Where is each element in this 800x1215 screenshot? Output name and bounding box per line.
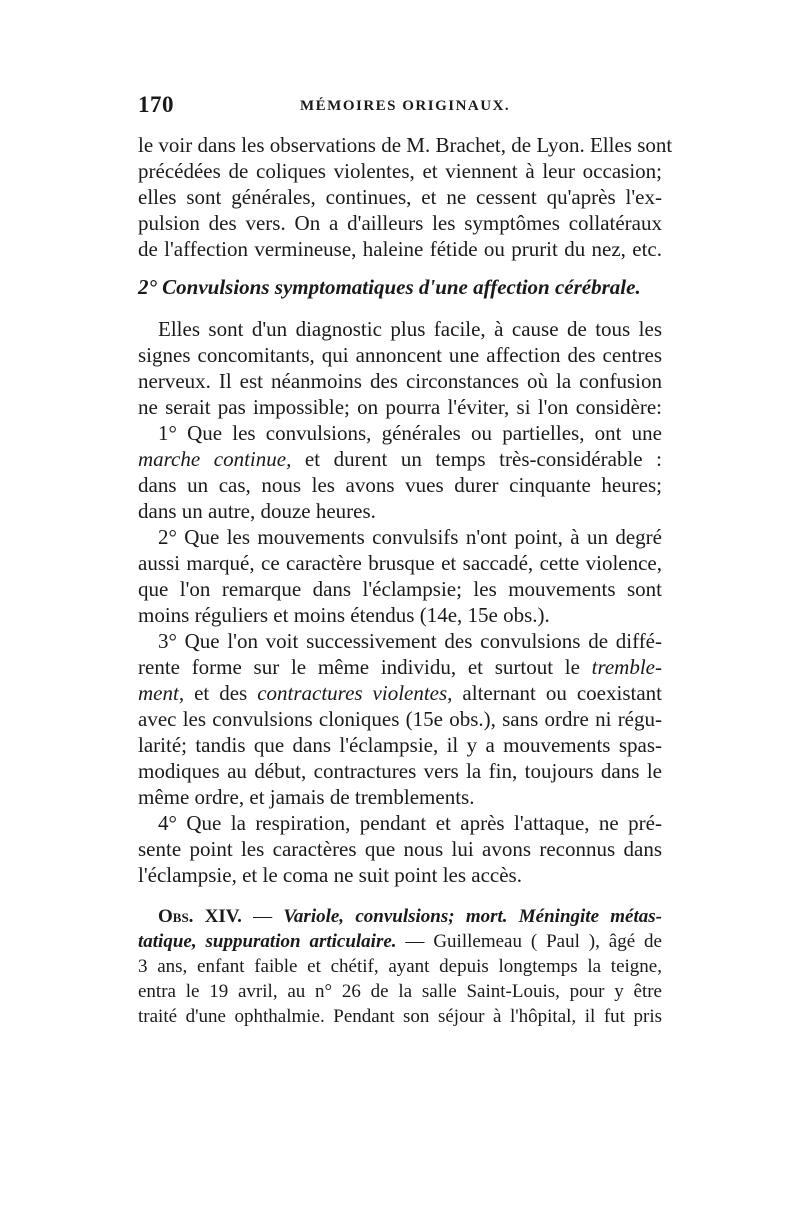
- italic-phrase: marche continue,: [138, 447, 292, 471]
- text-line: modiques au début, contractures vers la fin, toujours dans le: [138, 759, 662, 783]
- text-line: larité; tandis que dans l'éclampsie, il y a mouvements spas-: [138, 733, 662, 757]
- text-line: moins réguliers et moins étendus (14e, 15e obs.).: [138, 603, 550, 627]
- list-item-3: [138, 628, 662, 810]
- text-line: avec les convulsions cloniques (15e obs.), sans ordre ni régu-: [138, 707, 662, 731]
- text-line: sente point les caractères que nous lui avons reconnus dans: [138, 837, 662, 861]
- text-segment: —: [241, 906, 284, 927]
- document-page: [138, 92, 673, 1029]
- list-item-2: [138, 524, 662, 628]
- text-line: 3° Que l'on voit successivement des convulsions de diffé-: [158, 629, 662, 653]
- text-line: elles sont générales, continues, et ne cessent qu'après l'ex-: [138, 185, 662, 209]
- italic-phrase: contractures violentes,: [257, 681, 453, 705]
- text-line: entra le 19 avril, au n° 26 de la salle Saint-Louis, pour y être: [138, 981, 662, 1002]
- text-line: traité d'une ophthalmie. Pendant son séjour à l'hôpital, il fut pris: [138, 1006, 662, 1027]
- text-line: [138, 929, 662, 954]
- text-line: précédées de coliques violentes, et viennent à leur occasion;: [138, 159, 662, 183]
- page-number: 170: [138, 92, 174, 117]
- text-line: de l'affection vermineuse, haleine fétide ou prurit du nez, etc.: [138, 237, 662, 261]
- italic-phrase: ment,: [138, 681, 185, 705]
- text-line: même ordre, et jamais de tremblements.: [138, 785, 475, 809]
- text-line: pulsion des vers. On a d'ailleurs les symptômes collatéraux: [138, 211, 662, 235]
- text-line: le voir dans les observations de M. Brachet, de Lyon. Elles sont: [138, 133, 673, 157]
- section-heading: 2° Convulsions symptomatiques d'une affection cérébrale.: [138, 275, 641, 299]
- text-line: 4° Que la respiration, pendant et après l'attaque, ne pré-: [158, 811, 662, 835]
- paragraph-1: [138, 132, 673, 262]
- running-head: MÉMOIRES ORIGINAUX.: [300, 98, 511, 114]
- text-line: 3 ans, enfant faible et chétif, ayant depuis longtemps la teigne,: [138, 956, 662, 977]
- text-line: nerveux. Il est néanmoins des circonstances où la confusion: [138, 369, 662, 393]
- text-line: 2° Que les mouvements convulsifs n'ont point, à un degré: [158, 525, 662, 549]
- text-line: [138, 654, 662, 680]
- list-item-1: [138, 420, 662, 524]
- text-line: signes concomitants, qui annoncent une affection des centres: [138, 343, 662, 367]
- observation-title: Variole, convulsions; mort. Méningite métas-: [283, 906, 662, 927]
- text-segment: rente forme sur le même individu, et surtout le: [138, 655, 592, 679]
- page-header: [138, 92, 662, 132]
- text-line: ne serait pas impossible; on pourra l'éviter, si l'on considère:: [138, 395, 662, 419]
- text-line: l'éclampsie, et le coma ne suit point les accès.: [138, 863, 522, 887]
- text-line: Elles sont d'un diagnostic plus facile, à cause de tous les: [158, 317, 662, 341]
- observation-block: [138, 904, 662, 1029]
- text-line: aussi marqué, ce caractère brusque et saccadé, cette violence,: [138, 551, 662, 575]
- text-line: dans un autre, douze heures.: [138, 499, 376, 523]
- list-item-4: [138, 810, 662, 888]
- italic-phrase: tremble-: [591, 655, 662, 679]
- text-line: que l'on remarque dans l'éclampsie; les mouvements sont: [138, 577, 662, 601]
- text-line: [138, 446, 662, 472]
- paragraph-2: [138, 316, 662, 420]
- text-line: [138, 904, 662, 929]
- text-segment: alternant ou coexistant: [452, 681, 662, 705]
- observation-label: Obs. XIV.: [158, 906, 242, 927]
- text-segment: — Guillemeau ( Paul ), âgé de: [396, 931, 662, 952]
- text-segment: et des: [184, 681, 258, 705]
- text-line: [138, 680, 662, 706]
- text-line: dans un cas, nous les avons vues durer cinquante heures;: [138, 473, 662, 497]
- text-line: 1° Que les convulsions, générales ou partielles, ont une: [158, 421, 662, 445]
- observation-title: tatique, suppuration articulaire.: [138, 931, 397, 952]
- text-segment: et durent un temps très-considérable :: [291, 447, 663, 471]
